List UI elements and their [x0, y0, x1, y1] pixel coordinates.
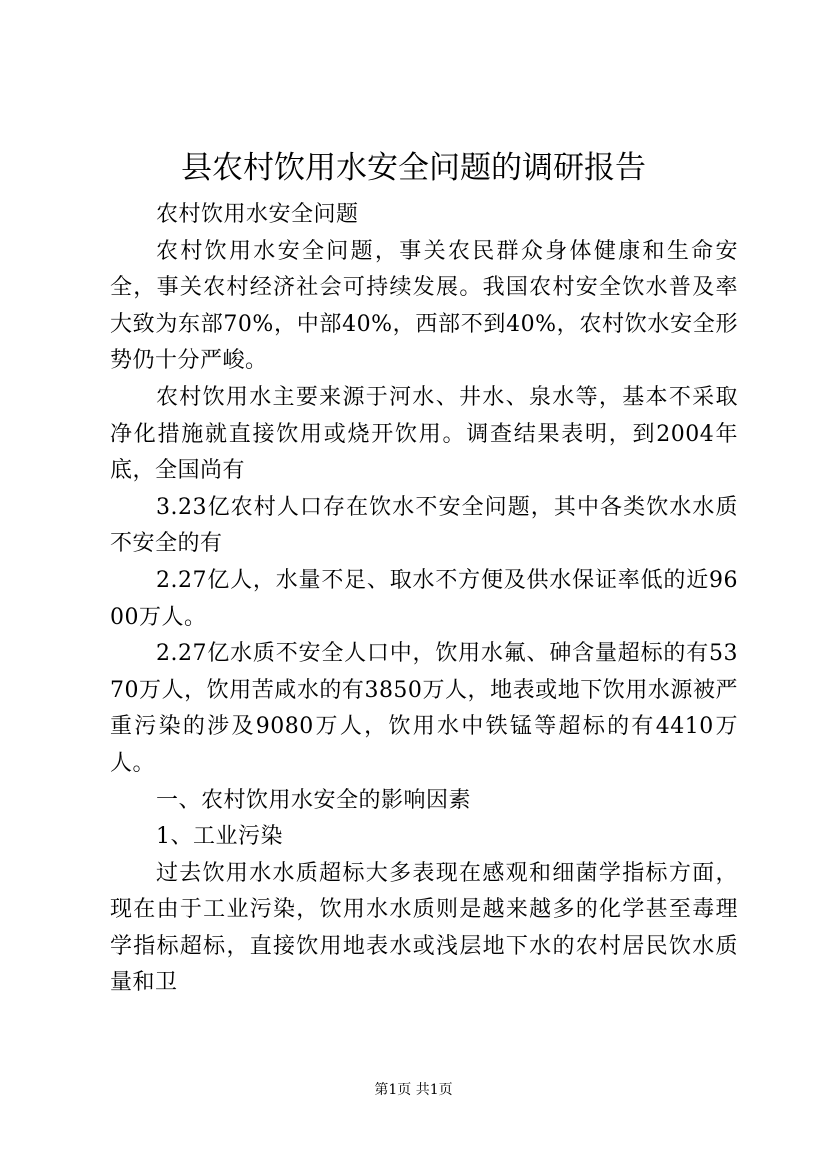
paragraph: 2.27亿人，水量不足、取水不方便及供水保证率低的近9600万人。	[110, 567, 738, 630]
document-body	[110, 197, 738, 1002]
document-title: 县农村饮用水安全问题的调研报告	[181, 150, 646, 186]
paragraph: 2.27亿水质不安全人口中，饮用水氟、砷含量超标的有5370万人，饮用苦咸水的有3850万人，地表或地下饮用水源被严重污染的涉及9080万人，饮用水中铁锰等超标的有4410万人。	[110, 641, 738, 776]
paragraph: 过去饮用水水质超标大多表现在感观和细菌学指标方面，现在由于工业污染，饮用水水质则是越来越多的化学甚至毒理学指标超标，直接饮用地表水或浅层地下水的农村居民饮水质量和卫	[110, 860, 738, 996]
paragraph: 农村饮用水主要来源于河水、井水、泉水等，基本不采取净化措施就直接饮用或烧开饮用。调查结果表明，到2004年底，全国尚有	[110, 384, 738, 484]
section-heading: 一、农村饮用水安全的影响因素	[156, 787, 472, 813]
page-footer: 第1页 共1页	[374, 1082, 453, 1098]
subsection-heading: 1、工业污染	[156, 824, 283, 850]
paragraph-subtitle: 农村饮用水安全问题	[156, 202, 359, 227]
paragraph: 3.23亿农村人口存在饮水不安全问题，其中各类饮水水质不安全的有	[110, 494, 738, 557]
paragraph: 农村饮用水安全问题，事关农民群众身体健康和生命安全，事关农村经济社会可持续发展。我国农村安全饮水普及率大致为东部70%，中部40%，西部不到40%，农村饮水安全形势仍十分严峻。	[110, 238, 738, 374]
